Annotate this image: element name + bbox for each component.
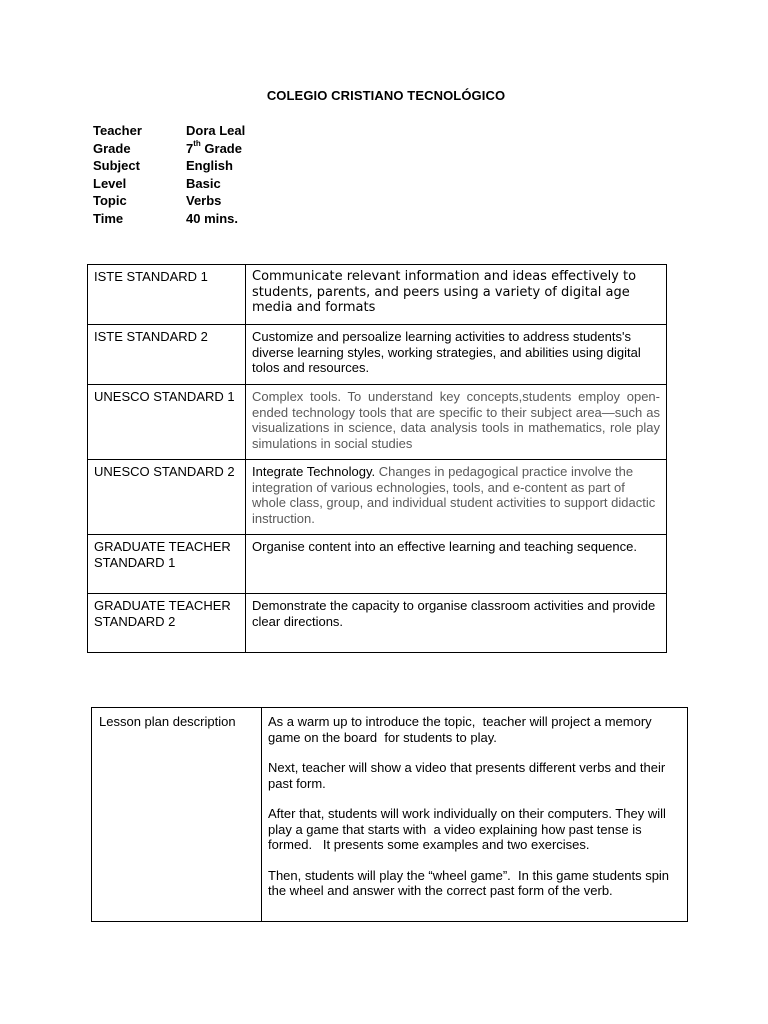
- unesco-standard-1-text: Complex tools. To understand key concepts,students employ open-ended technology tools that are specific to their subject area—such as visualizations in science, data analysis tools in mathematics, role play simulations in social studies: [246, 385, 667, 460]
- lesson-paragraph-3: After that, students will work individually on their computers. They will play a game that starts with a video explaining how past tense is formed. It presents some examples and two exercises.: [268, 806, 670, 852]
- unesco-standard-2-label: UNESCO STANDARD 2: [88, 460, 246, 535]
- subject-value: English: [186, 158, 233, 173]
- standards-table: [87, 264, 667, 653]
- lesson-paragraph-2: Next, teacher will show a video that presents different verbs and their past form.: [268, 760, 666, 791]
- time-value: 40 mins.: [186, 210, 239, 226]
- level-row: [93, 175, 245, 193]
- subject-label: Subject: [93, 158, 140, 173]
- unesco-standard-2-cell: [246, 460, 667, 535]
- iste-standard-1-text: Communicate relevant information and ideas effectively to students, parents, and peers using a variety of digital age media and formats: [246, 265, 667, 325]
- lesson-plan-description: [262, 708, 688, 922]
- unesco-standard-1-label: UNESCO STANDARD 1: [88, 385, 246, 460]
- teacher-value: Dora Leal: [186, 123, 246, 138]
- iste-standard-1-label: ISTE STANDARD 1: [88, 265, 246, 325]
- topic-value: Verbs: [186, 193, 222, 208]
- unesco-standard-2-text: Changes in pedagogical practice involve the integration of various echnologies, tools, and e-content as part of whole class, group, and individual student activities to support didactic instruction.: [252, 464, 656, 526]
- teacher-label: Teacher: [93, 123, 142, 138]
- topic-row: [93, 192, 245, 210]
- page-title: COLEGIO CRISTIANO TECNOLÓGICO: [266, 88, 506, 103]
- graduate-standard-1-text: Organise content into an effective learning and teaching sequence.: [246, 535, 667, 594]
- subject-row: [93, 157, 245, 175]
- topic-label: Topic: [93, 193, 127, 208]
- level-value: Basic: [186, 175, 221, 191]
- unesco-standard-2-lead: Integrate Technology.: [252, 464, 376, 479]
- time-label: Time: [93, 210, 124, 226]
- grade-number: 7: [186, 140, 194, 156]
- lesson-plan-row: [92, 708, 688, 922]
- iste-standard-2-label: ISTE STANDARD 2: [88, 325, 246, 385]
- grade-label: Grade: [93, 140, 131, 156]
- lesson-paragraph-1: As a warm up to introduce the topic, teacher will project a memory game on the board for students to play.: [268, 714, 656, 745]
- lesson-plan-label: Lesson plan description: [92, 708, 262, 922]
- graduate-standard-2-label: GRADUATE TEACHER STANDARD 2: [88, 594, 246, 653]
- unesco-standard-1-row: [88, 385, 667, 460]
- lesson-plan-table: [91, 707, 688, 922]
- lesson-info-table: [93, 122, 245, 227]
- graduate-standard-1-row: [88, 535, 667, 594]
- teacher-row: [93, 122, 245, 140]
- time-row: [93, 210, 245, 228]
- grade-word: Grade: [200, 140, 242, 156]
- iste-standard-1-row: [88, 265, 667, 325]
- lesson-paragraph-4: Then, students will play the “wheel game”. In this game students spin the wheel and answer with the correct past form of the verb.: [268, 867, 673, 898]
- iste-standard-2-text: Customize and persoalize learning activities to address students's diverse learning styles, working strategies, and abilities using digital tolos and resources.: [246, 325, 667, 385]
- graduate-standard-1-label: GRADUATE TEACHER STANDARD 1: [88, 535, 246, 594]
- unesco-standard-2-row: [88, 460, 667, 535]
- level-label: Level: [93, 175, 127, 191]
- iste-standard-2-row: [88, 325, 667, 385]
- graduate-standard-2-text: Demonstrate the capacity to organise classroom activities and provide clear directions.: [246, 594, 667, 653]
- grade-row: [93, 140, 245, 158]
- grade-suffix: th: [193, 139, 201, 149]
- graduate-standard-2-row: [88, 594, 667, 653]
- grade-value: [186, 140, 245, 158]
